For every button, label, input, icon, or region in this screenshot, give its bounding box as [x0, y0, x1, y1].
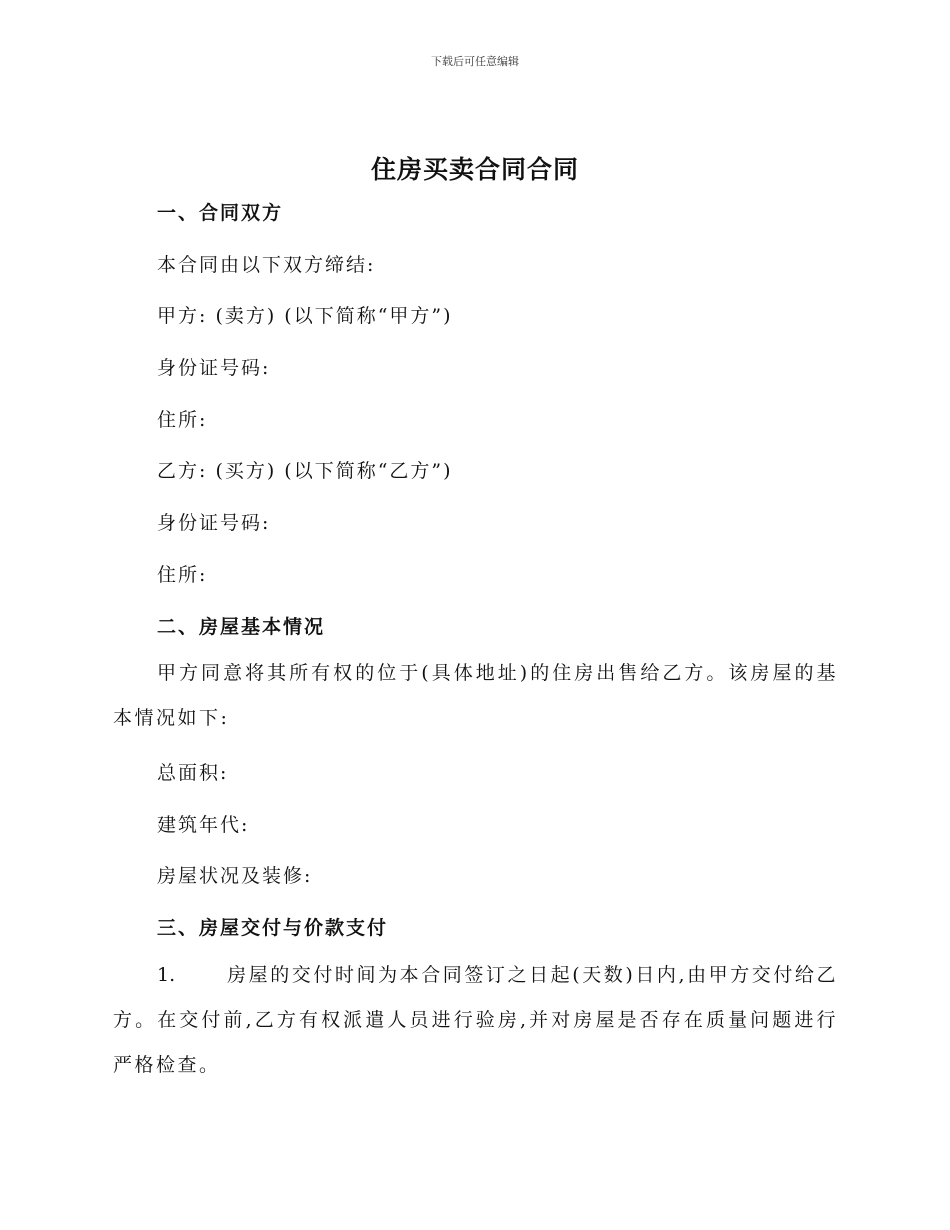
build-year-line: 建筑年代:: [157, 814, 250, 836]
section-2-heading: 二、房屋基本情况: [157, 616, 326, 638]
party-a-address-line: 住所:: [157, 409, 208, 431]
house-condition-line: 房屋状况及装修:: [157, 865, 313, 887]
clause-number: 1.: [157, 964, 176, 986]
section-3-heading: 三、房屋交付与价款支付: [157, 917, 389, 939]
party-b-id-line: 身份证号码:: [157, 512, 271, 534]
clause-text: 房屋的交付时间为本合同签订之日起(天数)日内,由甲方交付给乙方。在交付前,乙方有权派遣人员进行验房,并对房屋是否存在质量问题进行严格检查。: [113, 964, 838, 1076]
party-b-address-line: 住所:: [157, 564, 208, 586]
party-a-line: 甲方: (卖方) (以下简称“甲方”): [157, 305, 453, 327]
party-b-line: 乙方: (买方) (以下简称“乙方”): [157, 460, 453, 482]
section-1-heading: 一、合同双方: [157, 202, 284, 224]
house-description-paragraph: 甲方同意将其所有权的位于(具体地址)的住房出售给乙方。该房屋的基本情况如下:: [113, 662, 838, 729]
party-a-id-line: 身份证号码:: [157, 357, 271, 379]
document-title: 住房买卖合同合同: [370, 155, 579, 184]
delivery-clause-paragraph: [113, 953, 838, 1088]
total-area-line: 总面积:: [157, 762, 229, 784]
parties-intro: 本合同由以下双方缔结:: [157, 254, 376, 276]
page-header: 下载后可任意编辑: [431, 55, 519, 68]
